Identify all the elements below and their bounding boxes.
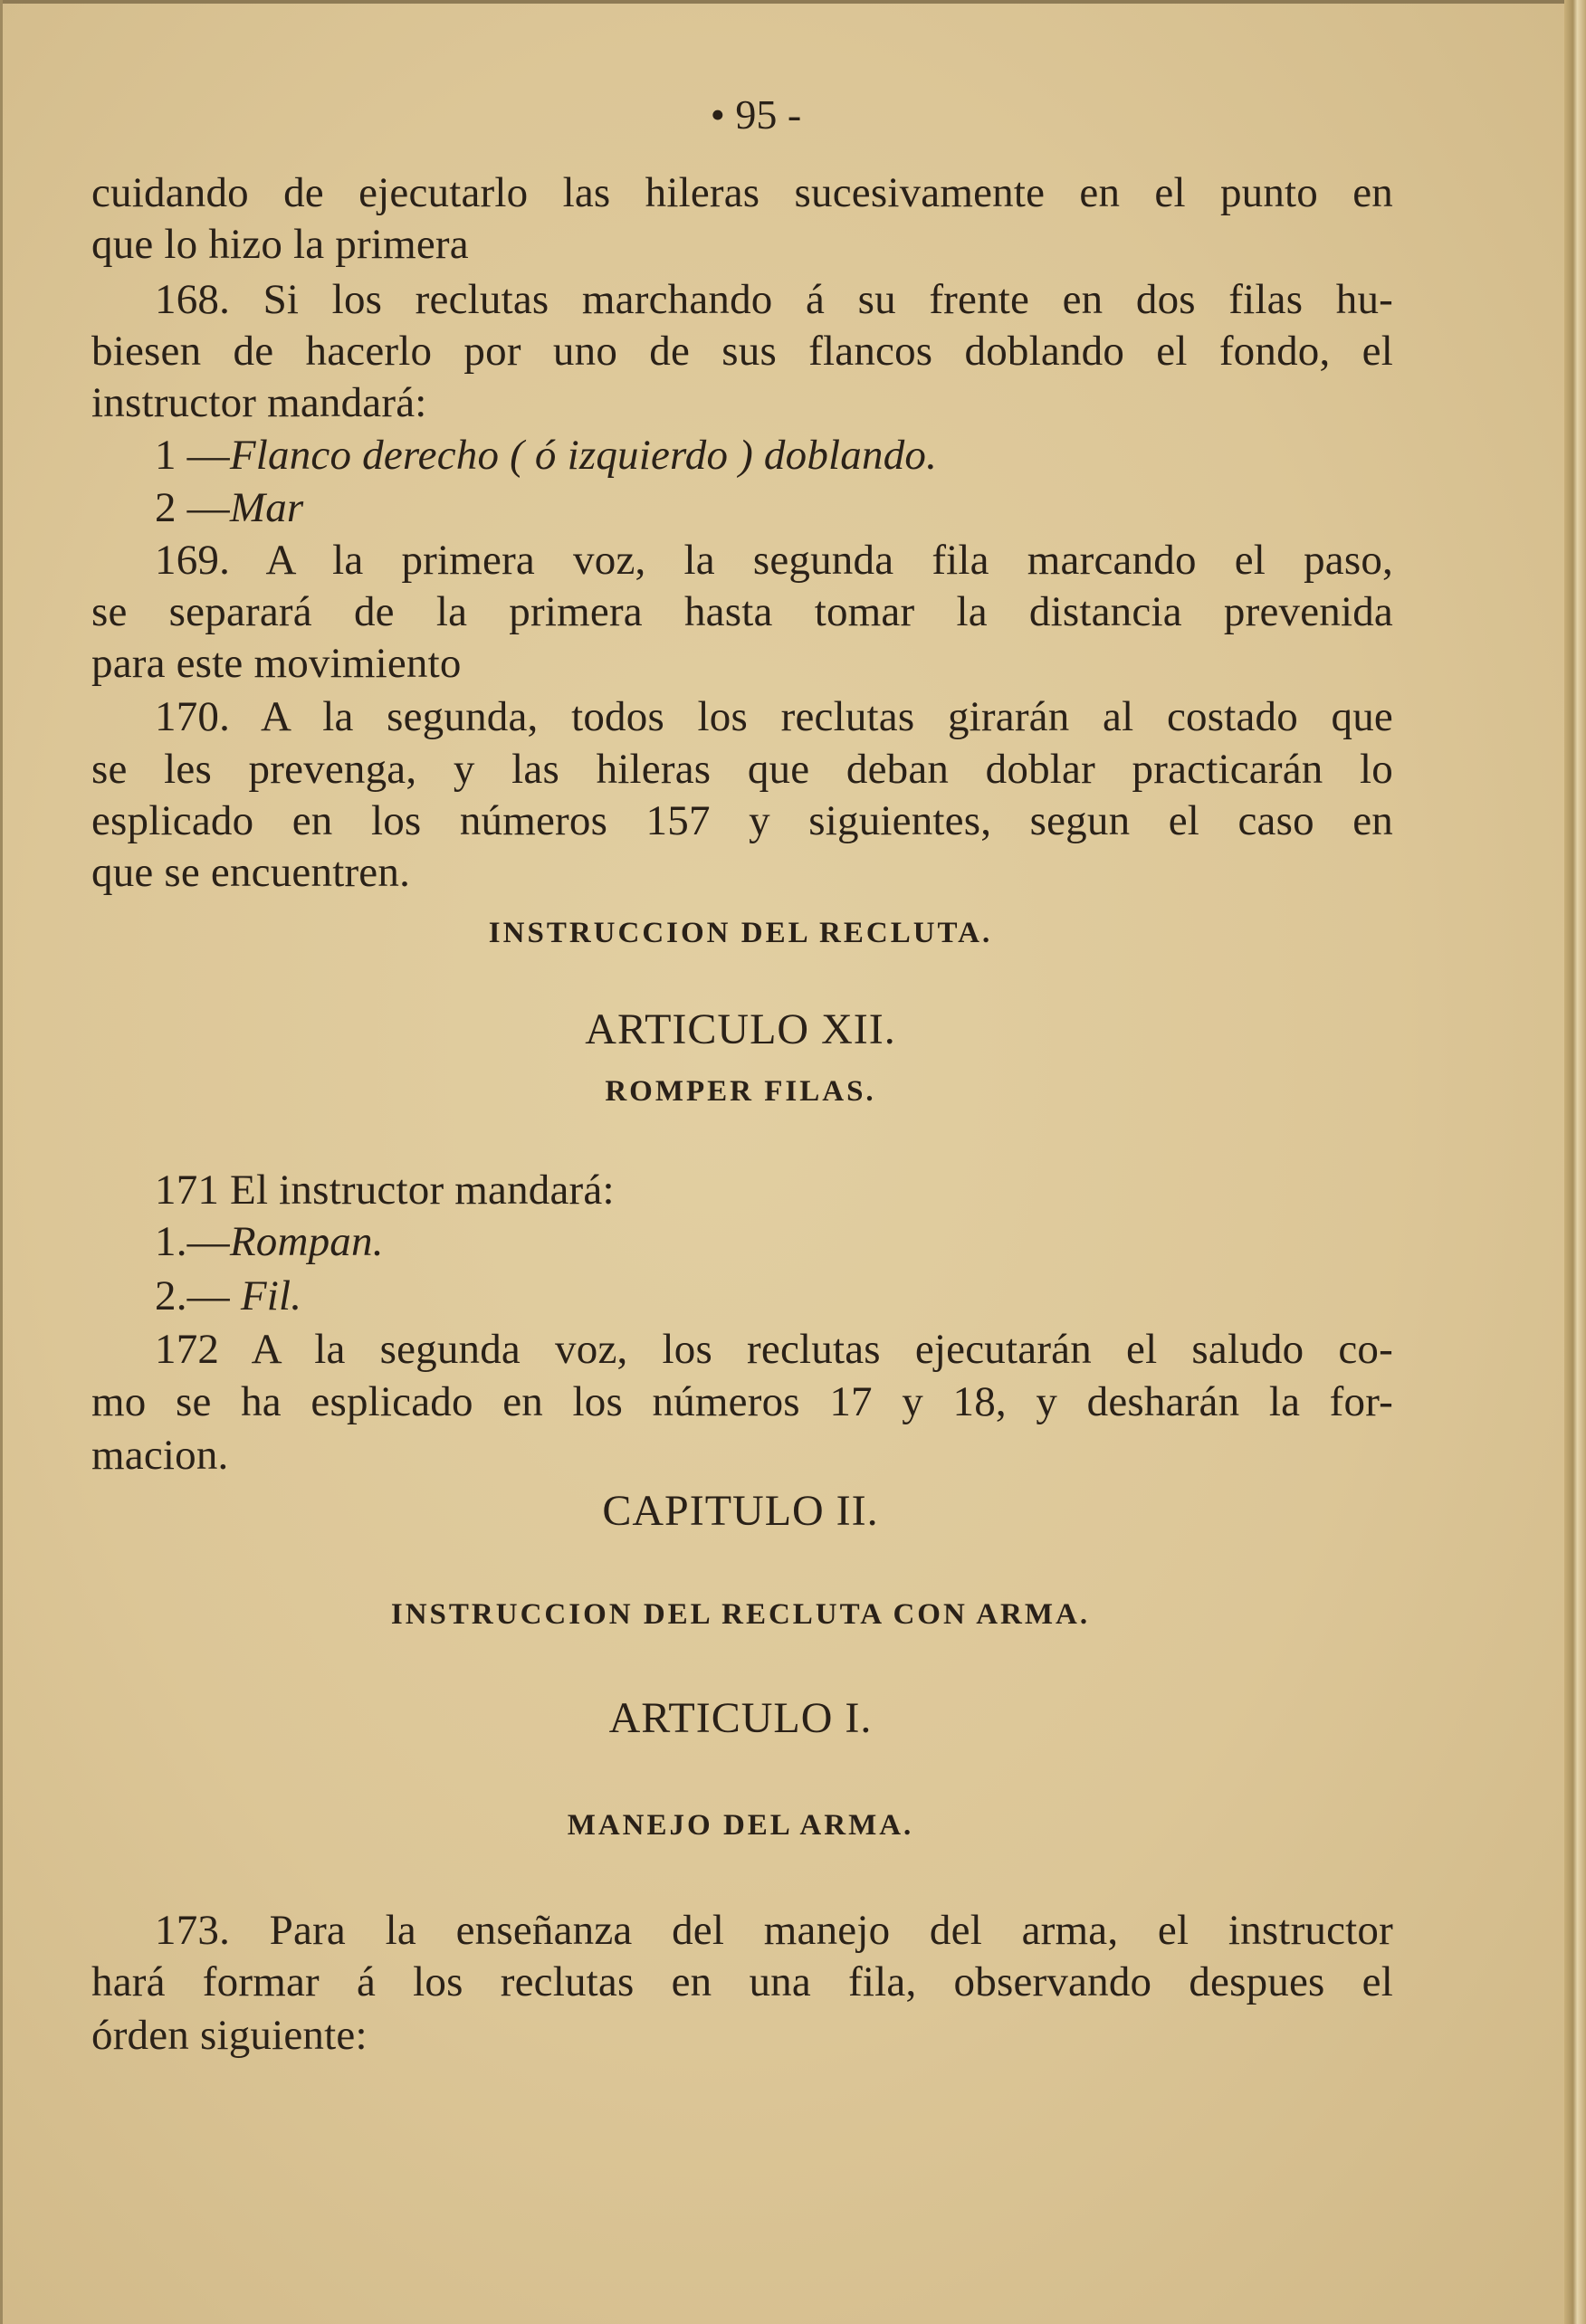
text-line (91, 2009, 1393, 2062)
text-run: macion. (91, 1432, 229, 1479)
text-line (91, 1323, 1393, 1376)
page-number: • 95 - (710, 91, 802, 138)
italic-command: Mar (229, 484, 304, 531)
italic-command: Rompan. (229, 1218, 384, 1265)
section-heading: ROMPER FILAS. (605, 1075, 876, 1108)
text-run: 172 A la segunda voz, los reclutas ejecutarán el saludo co- (155, 1326, 1393, 1373)
text-run: hará formar á los reclutas en una fila, observando despues el (91, 1958, 1393, 2005)
italic-command: Fil. (240, 1272, 302, 1319)
text-line (91, 481, 1393, 534)
page-left-edge (0, 0, 3, 2324)
text-run: biesen de hacerlo por uno de sus flancos doblando el fondo, el (91, 328, 1393, 375)
text-run: se separará de la primera hasta tomar la distancia prevenida (91, 588, 1393, 635)
text-run: que se encuentren. (91, 849, 411, 896)
text-run: esplicado en los números 157 y siguientes, segun el caso en (91, 797, 1393, 844)
italic-command: Flanco derecho ( ó izquierdo ) doblando. (229, 432, 938, 479)
section-heading: INSTRUCCION DEL RECLUTA. (488, 917, 993, 949)
book-binding-edge (1564, 0, 1586, 2324)
text-run: 2.— (155, 1272, 241, 1319)
text-run: 173. Para la enseñanza del manejo del arma, el instructor (155, 1907, 1393, 1954)
text-line (91, 691, 1393, 743)
text-line (91, 637, 1393, 690)
text-line (91, 1429, 1393, 1481)
text-run: 170. A la segunda, todos los reclutas girarán al costado que (155, 693, 1393, 740)
section-heading: CAPITULO II. (602, 1487, 879, 1535)
section-heading: ARTICULO I. (608, 1694, 873, 1742)
text-run: 1.— (155, 1218, 230, 1265)
text-line (91, 1215, 1393, 1268)
text-run: 1 — (155, 432, 230, 479)
text-line (91, 376, 1393, 429)
text-line (91, 534, 1393, 586)
text-run: mo se ha esplicado en los números 17 y 18, y desharán la for- (91, 1378, 1393, 1425)
section-heading: MANEJO DEL ARMA. (567, 1809, 914, 1842)
text-line (91, 586, 1393, 638)
text-run: instructor mandará: (91, 379, 427, 426)
text-line (91, 325, 1393, 377)
text-line (91, 846, 1393, 899)
text-line (91, 1956, 1393, 2008)
text-line (91, 1270, 1393, 1322)
text-run: se les prevenga, y las hileras que deban doblar practicarán lo (91, 746, 1393, 793)
text-run: 168. Si los reclutas marchando á su frente en dos filas hu- (155, 276, 1393, 323)
text-run: que lo hizo la primera (91, 221, 469, 268)
text-line (91, 1376, 1393, 1428)
text-line (91, 429, 1393, 481)
text-line (91, 273, 1393, 326)
text-line (91, 795, 1393, 847)
text-run: 2 — (155, 484, 230, 531)
section-heading: ARTICULO XII. (585, 1005, 896, 1053)
text-line (91, 218, 1393, 271)
text-line (91, 1164, 1393, 1216)
text-line (91, 1904, 1393, 1957)
text-run: cuidando de ejecutarlo las hileras sucesivamente en el punto en (91, 169, 1393, 216)
text-line (91, 743, 1393, 795)
text-run: 171 El instructor mandará: (155, 1167, 615, 1214)
text-run: órden siguiente: (91, 2012, 368, 2059)
text-line (91, 167, 1393, 219)
section-heading: INSTRUCCION DEL RECLUTA CON ARMA. (390, 1598, 1091, 1631)
text-run: para este movimiento (91, 640, 462, 687)
page-top-edge (0, 0, 1586, 4)
text-run: 169. A la primera voz, la segunda fila marcando el paso, (155, 537, 1393, 584)
